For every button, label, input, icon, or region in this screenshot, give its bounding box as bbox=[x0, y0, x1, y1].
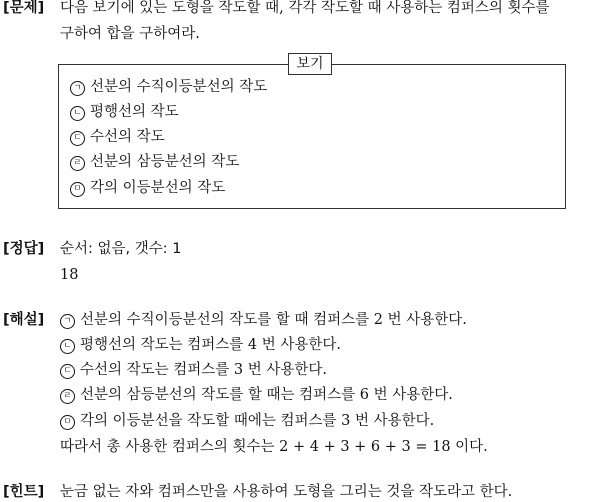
circled-marker: ㅁ bbox=[70, 182, 85, 197]
answer-tag: [정답] bbox=[3, 241, 45, 257]
solution-item bbox=[60, 335, 341, 355]
example-item-text: 선분의 삼등분선의 작도 bbox=[90, 154, 240, 170]
circled-marker: ㄱ bbox=[70, 81, 85, 96]
example-item-text: 선분의 수직이등분선의 작도 bbox=[90, 79, 268, 95]
solution-item-text: 선분의 수직이등분선의 작도를 할 때 컴퍼스를 2 번 사용한다. bbox=[80, 312, 467, 328]
example-item-text: 각의 이등분선의 작도 bbox=[90, 180, 226, 196]
circled-marker: ㄷ bbox=[70, 131, 85, 146]
circled-marker: ㄴ bbox=[70, 106, 85, 121]
example-item-text: 평행선의 작도 bbox=[90, 104, 179, 120]
circled-marker: ㄹ bbox=[70, 156, 85, 171]
circled-marker: ㅁ bbox=[60, 415, 75, 430]
answer-line1: 순서: 없음, 갯수: 1 bbox=[60, 241, 182, 257]
problem-text-line2: 구하여 합을 구하여라. bbox=[60, 26, 200, 42]
hint-text: 눈금 없는 자와 컴퍼스만을 사용하여 도형을 그리는 것을 작도라고 한다. bbox=[60, 484, 513, 500]
circled-marker: ㄹ bbox=[60, 389, 75, 404]
solution-item-text: 수선의 작도는 컴퍼스를 3 번 사용한다. bbox=[80, 362, 327, 378]
hint-tag: [힌트] bbox=[3, 484, 45, 500]
solution-summary: 따라서 총 사용한 컴퍼스의 횟수는 2 + 4 + 3 + 6 + 3 = 18 이다. bbox=[60, 439, 488, 455]
solution-item bbox=[60, 385, 453, 405]
problem-text-line1: 다음 보기에 있는 도형을 작도할 때, 각각 작도할 때 사용하는 컴퍼스의 횟수를 bbox=[60, 0, 550, 16]
answer-value: 18 bbox=[60, 267, 79, 283]
circled-marker: ㄴ bbox=[60, 339, 75, 354]
problem-tag: [문제] bbox=[3, 0, 45, 16]
example-item bbox=[70, 178, 225, 198]
solution-item-text: 각의 이등분선을 작도할 때에는 컴퍼스를 3 번 사용한다. bbox=[80, 413, 435, 429]
solution-item bbox=[60, 360, 327, 380]
solution-item-text: 선분의 삼등분선의 작도를 할 때는 컴퍼스를 6 번 사용한다. bbox=[80, 387, 453, 403]
solution-item bbox=[60, 411, 434, 431]
circled-marker: ㄱ bbox=[60, 314, 75, 329]
example-item bbox=[70, 152, 239, 172]
solution-item-text: 평행선의 작도는 컴퍼스를 4 번 사용한다. bbox=[80, 337, 341, 353]
example-item-text: 수선의 작도 bbox=[90, 129, 165, 145]
example-item bbox=[70, 102, 179, 122]
solution-item bbox=[60, 310, 467, 330]
solution-tag: [해설] bbox=[3, 312, 45, 328]
example-box-title: 보기 bbox=[288, 53, 332, 75]
circled-marker: ㄷ bbox=[60, 364, 75, 379]
example-item bbox=[70, 77, 267, 97]
example-item bbox=[70, 127, 165, 147]
